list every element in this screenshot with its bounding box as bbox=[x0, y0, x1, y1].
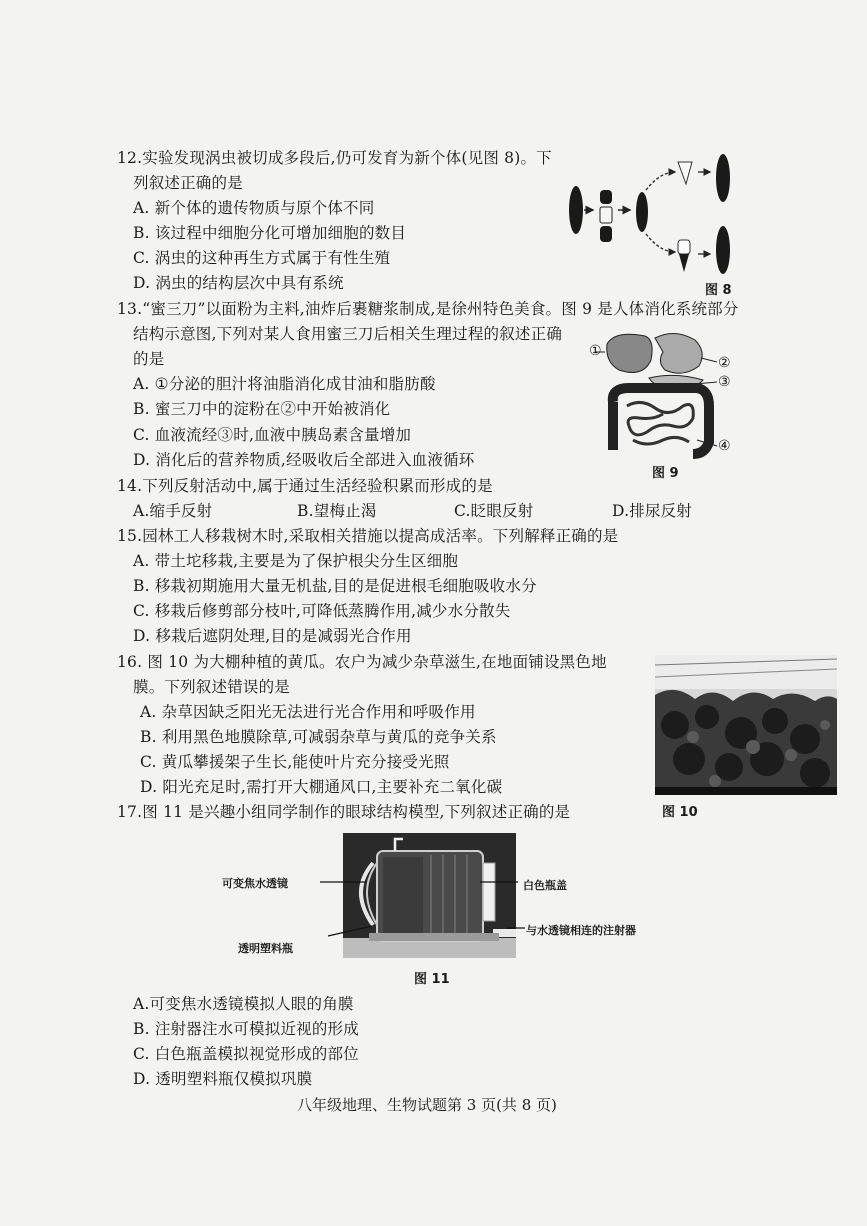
q12-stem-line2: 列叙述正确的是 bbox=[133, 174, 243, 192]
q13-option-c: C. 血液流经③时,血液中胰岛素含量增加 bbox=[133, 426, 412, 444]
q12-option-d: D. 涡虫的结构层次中具有系统 bbox=[133, 274, 344, 292]
page-footer: 八年级地理、生物试题第 3 页(共 8 页) bbox=[297, 1096, 557, 1114]
figure-11-label-syringe: 与水透镜相连的注射器 bbox=[526, 924, 636, 937]
q16-option-b: B. 利用黑色地膜除草,可减弱杂草与黄瓜的竞争关系 bbox=[140, 728, 497, 746]
q15-option-c: C. 移栽后修剪部分枝叶,可降低蒸腾作用,减少水分散失 bbox=[133, 602, 511, 620]
q15-option-a: A. 带土坨移栽,主要是为了保护根尖分生区细胞 bbox=[133, 552, 459, 570]
figure-10-caption: 图 10 bbox=[662, 805, 698, 820]
q16-option-a: A. 杂草因缺乏阳光无法进行光合作用和呼吸作用 bbox=[140, 703, 476, 721]
q15-option-b: B. 移栽初期施用大量无机盐,目的是促进根毛细胞吸收水分 bbox=[133, 577, 537, 595]
q13-stem-line1: 13.“蜜三刀”以面粉为主料,油炸后裹糖浆制成,是徐州特色美食。图 9 是人体消化系统部分 bbox=[117, 300, 739, 318]
figure-11-label-lens: 可变焦水透镜 bbox=[222, 877, 288, 890]
figure-9-label-2: ② bbox=[718, 355, 731, 371]
figure-11-label-bottle: 透明塑料瓶 bbox=[238, 942, 293, 955]
figure-9-label-1: ① bbox=[589, 343, 602, 359]
q15-stem: 15.园林工人移栽树木时,采取相关措施以提高成活率。下列解释正确的是 bbox=[117, 527, 619, 545]
figure-11-caption: 图 11 bbox=[414, 972, 450, 987]
q14-option-d: D.排尿反射 bbox=[612, 502, 693, 520]
q13-stem-line3: 的是 bbox=[133, 350, 165, 368]
figure-9-label-4: ④ bbox=[718, 438, 731, 454]
figure-9-caption: 图 9 bbox=[652, 466, 679, 481]
q13-stem-line2: 结构示意图,下列对某人食用蜜三刀后相关生理过程的叙述正确 bbox=[133, 325, 563, 343]
figure-11-label-cap: 白色瓶盖 bbox=[523, 879, 567, 892]
q14-option-c: C.眨眼反射 bbox=[454, 502, 534, 520]
q16-stem-line2: 膜。下列叙述错误的是 bbox=[133, 678, 291, 696]
q12-option-a: A. 新个体的遗传物质与原个体不同 bbox=[133, 199, 375, 217]
figure-8-caption: 图 8 bbox=[705, 283, 732, 298]
q16-option-d: D. 阳光充足时,需打开大棚通风口,主要补充二氧化碳 bbox=[140, 778, 503, 796]
q16-option-c: C. 黄瓜攀援架子生长,能使叶片充分接受光照 bbox=[140, 753, 450, 771]
q13-option-b: B. 蜜三刀中的淀粉在②中开始被消化 bbox=[133, 400, 391, 418]
q13-option-d: D. 消化后的营养物质,经吸收后全部进入血液循环 bbox=[133, 451, 475, 469]
figure-10-greenhouse-photo bbox=[655, 655, 837, 795]
q12-option-c: C. 涡虫的这种再生方式属于有性生殖 bbox=[133, 249, 391, 267]
q17-option-d: D. 透明塑料瓶仅模拟巩膜 bbox=[133, 1070, 313, 1088]
q17-stem: 17.图 11 是兴趣小组同学制作的眼球结构模型,下列叙述正确的是 bbox=[117, 803, 571, 821]
q16-stem-line1: 16. 图 10 为大棚种植的黄瓜。农户为减少杂草滋生,在地面铺设黑色地 bbox=[117, 653, 607, 671]
q17-option-a: A.可变焦水透镜模拟人眼的角膜 bbox=[133, 995, 354, 1013]
q14-option-b: B.望梅止渴 bbox=[297, 502, 377, 520]
q17-option-b: B. 注射器注水可模拟近视的形成 bbox=[133, 1020, 359, 1038]
q13-option-a: A. ①分泌的胆汁将油脂消化成甘油和脂肪酸 bbox=[133, 375, 436, 393]
q17-option-c: C. 白色瓶盖模拟视觉形成的部位 bbox=[133, 1045, 359, 1063]
figure-8-planarian bbox=[560, 150, 750, 280]
q12-option-b: B. 该过程中细胞分化可增加细胞的数目 bbox=[133, 224, 407, 242]
q12-stem-line1: 12.实验发现涡虫被切成多段后,仍可发育为新个体(见图 8)。下 bbox=[117, 149, 552, 167]
figure-9-label-3: ③ bbox=[718, 374, 731, 390]
q14-option-a: A.缩手反射 bbox=[133, 502, 213, 520]
q14-stem: 14.下列反射活动中,属于通过生活经验积累而形成的是 bbox=[117, 477, 493, 495]
figure-11-leader-lines bbox=[280, 870, 525, 950]
q15-option-d: D. 移栽后遮阴处理,目的是减弱光合作用 bbox=[133, 627, 412, 645]
